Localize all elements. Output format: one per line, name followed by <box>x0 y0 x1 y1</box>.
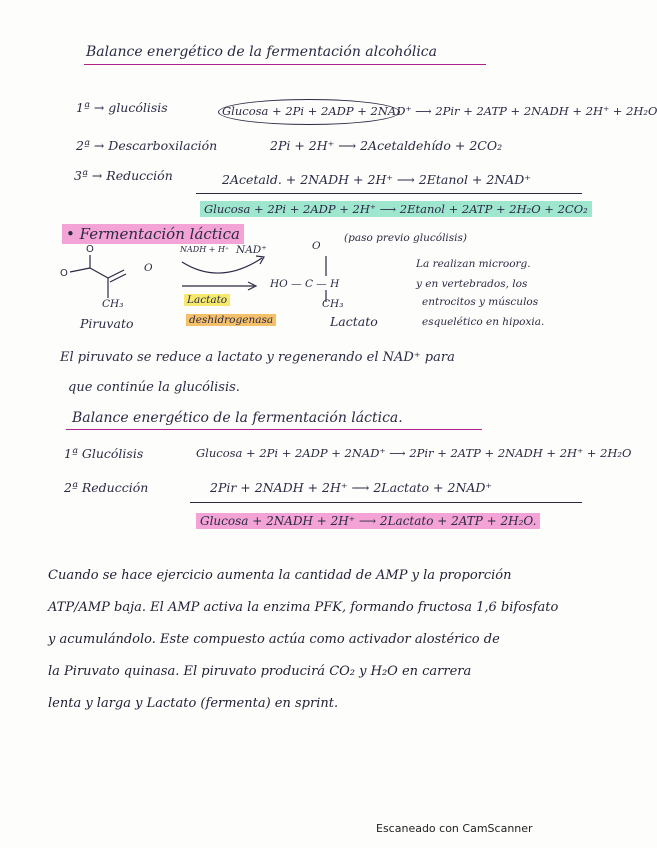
lactic-heading: • Fermentación láctica <box>62 224 244 244</box>
step-equation: Glucosa + 2Pi + 2ADP + 2NAD⁺ ⟶ 2Pir + 2ATP + 2NADH + 2H⁺ + 2H₂O <box>222 104 657 118</box>
lactate-label: Lactato <box>330 314 378 329</box>
pyruvate-label: Piruvato <box>80 316 134 331</box>
step-equation: 2Pi + 2H⁺ ⟶ 2Acetaldehído + 2CO₂ <box>270 138 503 153</box>
step-equation: 2Acetald. + 2NADH + 2H⁺ ⟶ 2Etanol + 2NAD⁺ <box>222 172 531 187</box>
lactic-balance-title: Balance energético de la fermentación láctica. <box>72 410 403 426</box>
enzyme-name-line1: Lactato <box>184 294 230 306</box>
step-label: 1ª → glucólisis <box>76 100 168 115</box>
paragraph-line: y acumulándolo. Este compuesto actúa como activador alostérico de <box>48 632 500 647</box>
explanation-line: que continúe la glucólisis. <box>68 380 240 395</box>
step-label: 2ª Reducción <box>64 480 149 495</box>
curved-arrow <box>180 252 270 282</box>
title-underline <box>84 64 486 65</box>
cofactor-in: NADH + H⁺ <box>180 245 230 254</box>
paragraph-line: Cuando se hace ejercicio aumenta la cantidad de AMP y la proporción <box>48 568 512 583</box>
reaction-arrow <box>180 280 260 292</box>
description-line: esquelético en hipoxia. <box>422 316 545 328</box>
lactic-note: (paso previo glucólisis) <box>344 232 468 244</box>
explanation-line: El piruvato se reduce a lactato y regenerando el NAD⁺ para <box>60 350 455 365</box>
paragraph-line: lenta y larga y Lactato (fermenta) en sprint. <box>48 696 339 711</box>
paragraph-line: ATP/AMP baja. El AMP activa la enzima PFK, formando fructosa 1,6 bifosfato <box>48 600 559 615</box>
svg-text:O: O <box>60 268 68 279</box>
cofactor-out: NAD⁺ <box>236 244 267 256</box>
title-underline <box>66 429 482 430</box>
alcoholic-total-equation: Glucosa + 2Pi + 2ADP + 2H⁺ ⟶ 2Etanol + 2ATP + 2H₂O + 2CO₂ <box>200 201 592 217</box>
pyruvate-oxygen: O <box>144 262 153 274</box>
lactate-ch3: CH₃ <box>322 298 344 310</box>
step-equation: 2Pir + 2NADH + 2H⁺ ⟶ 2Lactato + 2NAD⁺ <box>210 480 493 495</box>
svg-text:O: O <box>86 244 94 255</box>
sum-line <box>196 193 582 194</box>
lactate-carboxyl: O <box>312 240 321 252</box>
description-line: La realizan microorg. <box>416 258 531 270</box>
description-line: y en vertebrados, los <box>416 278 528 290</box>
description-line: entrocitos y músculos <box>422 296 539 308</box>
step-equation: Glucosa + 2Pi + 2ADP + 2NAD⁺ ⟶ 2Pir + 2ATP + 2NADH + 2H⁺ + 2H₂O <box>196 446 632 460</box>
scanner-footer: Escaneado con CamScanner <box>376 822 533 835</box>
paragraph-line: la Piruvato quinasa. El piruvato producirá CO₂ y H₂O en carrera <box>48 664 472 679</box>
sum-line <box>190 502 582 503</box>
step-label: 1ª Glucólisis <box>64 446 144 461</box>
step-label: 2ª → Descarboxilación <box>76 138 218 153</box>
lactic-total-equation: Glucosa + 2NADH + 2H⁺ ⟶ 2Lactato + 2ATP + 2H₂O. <box>196 513 540 529</box>
circle-annotation <box>218 99 400 125</box>
enzyme-name-line2: deshidrogenasa <box>186 314 276 326</box>
pyruvate-ch3: CH₃ <box>102 298 124 310</box>
lactate-formula: HO — C — H <box>270 278 340 290</box>
alcoholic-balance-title: Balance energético de la fermentación alcohólica <box>86 44 437 60</box>
step-label: 3ª → Reducción <box>74 168 173 183</box>
